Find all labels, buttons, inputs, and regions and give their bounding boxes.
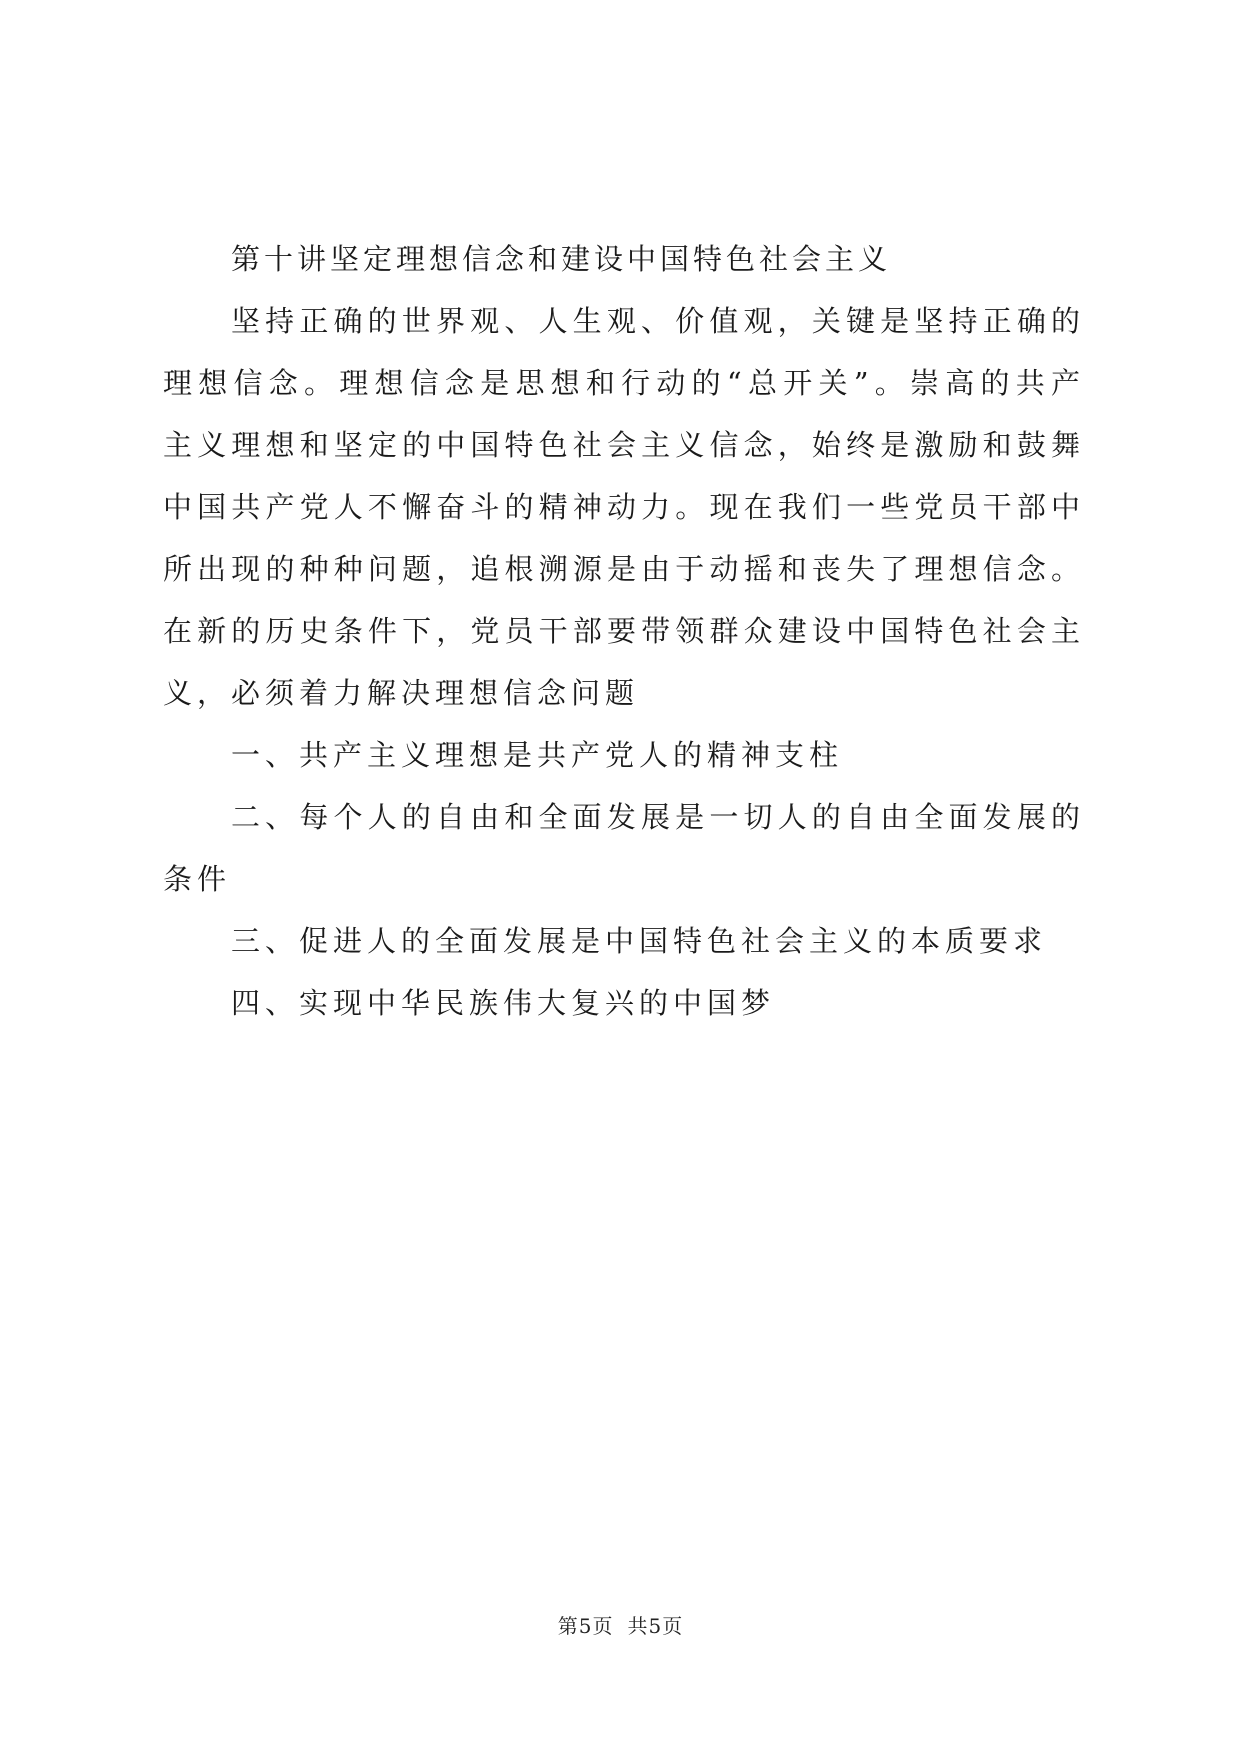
page-footer xyxy=(0,1610,1241,1639)
page-number: 第5页 xyxy=(557,1614,614,1638)
section-heading-1: 一、共产主义理想是共产党人的精神支柱 xyxy=(231,738,844,772)
lecture-title: 第十讲坚定理想信念和建设中国特色社会主义 xyxy=(231,242,892,276)
document-content xyxy=(163,228,1085,1034)
body-paragraph: 坚持正确的世界观、人生观、价值观，关键是坚持正确的理想信念。理想信念是思想和行动的“总开关”。崇高的共产主义理想和坚定的中国特色社会主义信念，始终是激励和鼓舞中国共产党人不懈奋斗的精神动力。现在我们一些党员干部中所出现的种种问题，追根溯源是由于动摇和丧失了理想信念。在新的历史条件下，党员干部要带领群众建设中国特色社会主义，必须着力解决理想信念问题 xyxy=(163,304,1085,710)
section-heading-4: 四、实现中华民族伟大复兴的中国梦 xyxy=(231,986,776,1020)
section-heading-3: 三、促进人的全面发展是中国特色社会主义的本质要求 xyxy=(231,924,1048,958)
page-total: 共5页 xyxy=(627,1614,684,1638)
section-heading-2: 二、每个人的自由和全面发展是一切人的自由全面发展的条件 xyxy=(163,800,1085,896)
